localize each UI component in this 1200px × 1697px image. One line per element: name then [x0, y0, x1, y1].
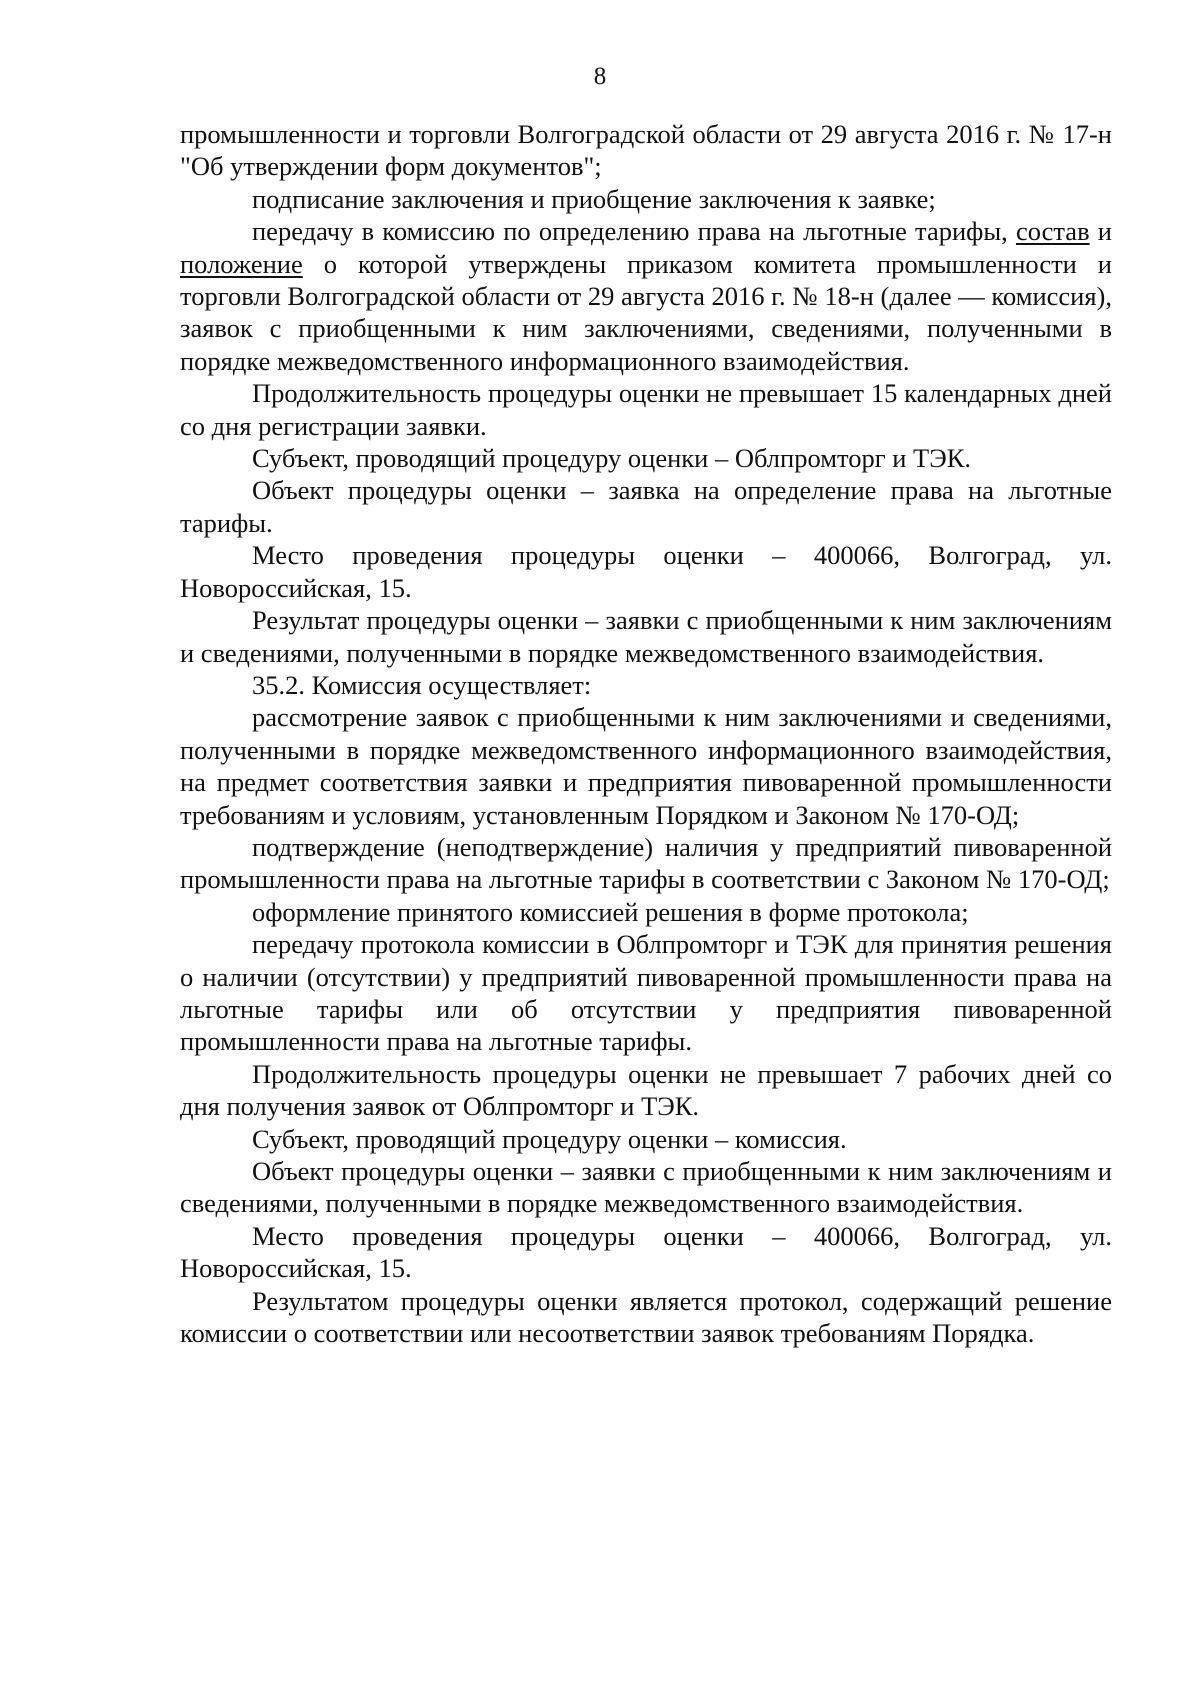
- paragraph-duration-7-days: Продолжительность процедуры оценки не превышает 7 рабочих дней со дня получения заявок от Облпромторг и ТЭК.: [180, 1058, 1112, 1122]
- paragraph-protocol-transfer: передачу протокола комиссии в Облпромторг и ТЭК для принятия решения о наличии (отсутствии) у предприятий пивоваренной промышленности права на льготные тарифы или об отсутствии у предприятия пивоваренной промышленности права на льготные тарифы.: [180, 929, 1112, 1057]
- paragraph-result-protocol: Результатом процедуры оценки является протокол, содержащий решение комиссии о соответствии или несоответствии заявок требованиям Порядка.: [180, 1285, 1112, 1349]
- document-body: [180, 118, 1112, 1349]
- paragraph-signing: подписание заключения и приобщение заключения к заявке;: [252, 183, 936, 214]
- paragraph-subject-commission: Субъект, проводящий процедуру оценки – комиссия.: [252, 1123, 847, 1154]
- paragraph-text-mid: и: [1089, 216, 1112, 247]
- paragraph-section-35-2: 35.2. Комиссия осуществляет:: [252, 669, 592, 700]
- paragraph-transfer-to-commission: [180, 215, 1112, 377]
- paragraph-location-2: Место проведения процедуры оценки – 400066, Волгоград, ул. Новороссийская, 15.: [180, 1220, 1112, 1284]
- paragraph-review-applications: рассмотрение заявок с приобщенными к ним заключениями и сведениями, полученными в порядке межведомственного информационного взаимодействия, на предмет соответствия заявки и предприятия пивоваренной промышленности требованиям и условиям, установленным Порядком и Законом № 170-ОД;: [180, 702, 1112, 830]
- paragraph-subject-oblpromtorg: Субъект, проводящий процедуру оценки – Облпромторг и ТЭК.: [252, 443, 971, 474]
- paragraph-object-applications: Объект процедуры оценки – заявки с приобщенными к ним заключениям и сведениями, полученными в порядке межведомственного взаимодействия.: [180, 1156, 1112, 1219]
- paragraph-text-end: о которой утверждены приказом комитета промышленности и торговли Волгоградской области от 29 августа 2016 г. № 18-н (далее — комиссия), заявок с приобщенными к ним заключениями, сведениями, полученными в порядке межведомственного информационного взаимодействия.: [180, 248, 1112, 376]
- paragraph-duration-15-days: Продолжительность процедуры оценки не превышает 15 календарных дней со дня регистрации заявки.: [180, 378, 1112, 441]
- paragraph-confirmation: подтверждение (неподтверждение) наличия у предприятий пивоваренной промышленности права на льготные тарифы в соответствии с Законом № 170-ОД;: [180, 831, 1112, 895]
- page-number: 8: [593, 63, 607, 90]
- composition-link[interactable]: состав: [1015, 216, 1090, 247]
- paragraph-protocol-decision: оформление принятого комиссией решения в форме протокола;: [252, 896, 969, 927]
- paragraph-text-start: передачу в комиссию по определению права на льготные тарифы,: [252, 216, 1016, 247]
- paragraph-result-applications: Результат процедуры оценки – заявки с приобщенными к ним заключениям и сведениями, полученными в порядке межведомственного взаимодействия.: [180, 605, 1112, 668]
- paragraph-object-application: Объект процедуры оценки – заявка на определение права на льготные тарифы.: [180, 475, 1112, 538]
- paragraph-continuation: промышленности и торговли Волгоградской области от 29 августа 2016 г. № 17-н "Об утверждении форм документов";: [180, 119, 1112, 182]
- regulation-link[interactable]: положение: [180, 248, 303, 279]
- paragraph-location: Место проведения процедуры оценки – 400066, Волгоград, ул. Новороссийская, 15.: [180, 540, 1112, 603]
